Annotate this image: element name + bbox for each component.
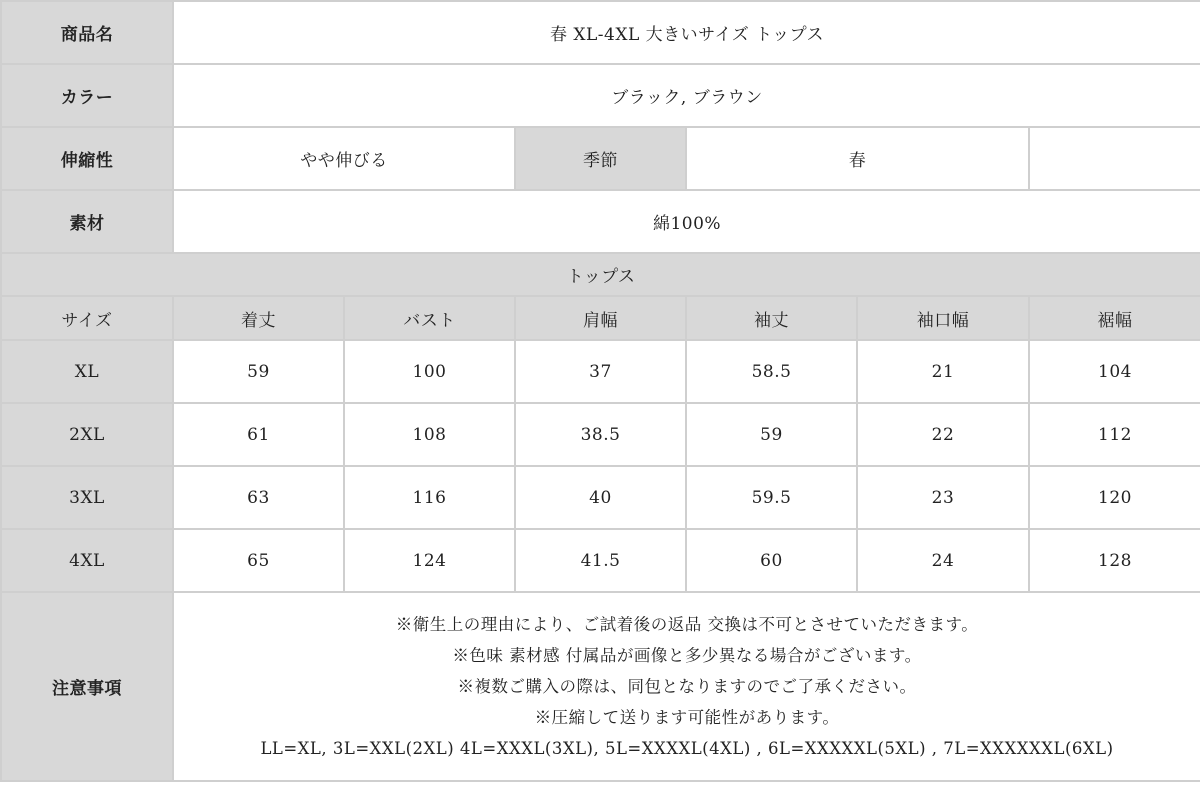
size-row-4xl [1, 529, 1200, 592]
hem-width-cell: 104 [1029, 340, 1200, 403]
note-line-hygiene: ※衛生上の理由により、ご試着後の返品 交換は不可とさせていただきます。 [395, 615, 979, 634]
size-cell: 3XL [1, 466, 173, 529]
material-value: 綿100% [173, 190, 1200, 253]
shoulder-cell: 40 [515, 466, 686, 529]
note-line-compression: ※圧縮して送ります可能性があります。 [534, 708, 840, 727]
cuff-width-cell: 24 [857, 529, 1029, 592]
sleeve-length-header: 袖丈 [686, 296, 857, 340]
size-row-2xl [1, 403, 1200, 466]
length-cell: 65 [173, 529, 344, 592]
bust-cell: 108 [344, 403, 515, 466]
sleeve-length-cell: 60 [686, 529, 857, 592]
product-name-label: 商品名 [1, 1, 173, 64]
size-table-title-row [1, 253, 1200, 296]
season-value: 春 [686, 127, 1029, 190]
length-cell: 63 [173, 466, 344, 529]
sleeve-length-cell: 59.5 [686, 466, 857, 529]
stretch-value: やや伸びる [173, 127, 515, 190]
color-value: ブラック, ブラウン [173, 64, 1200, 127]
bust-cell: 116 [344, 466, 515, 529]
note-line-size-conversion: LL=XL, 3L=XXL(2XL) 4L=XXXL(3XL), 5L=XXXXL(4XL) , 6L=XXXXXL(5XL) , 7L=XXXXXXL(6XL) [260, 739, 1114, 758]
size-cell: 2XL [1, 403, 173, 466]
size-table-title: トップス [1, 253, 1200, 296]
bust-cell: 100 [344, 340, 515, 403]
shoulder-cell: 38.5 [515, 403, 686, 466]
bust-header: バスト [344, 296, 515, 340]
size-cell: XL [1, 340, 173, 403]
length-cell: 59 [173, 340, 344, 403]
shoulder-cell: 37 [515, 340, 686, 403]
season-extra-cell [1029, 127, 1200, 190]
shoulder-header: 肩幅 [515, 296, 686, 340]
size-header: サイズ [1, 296, 173, 340]
hem-width-cell: 120 [1029, 466, 1200, 529]
cuff-width-cell: 23 [857, 466, 1029, 529]
shoulder-cell: 41.5 [515, 529, 686, 592]
notes-label: 注意事項 [1, 592, 173, 781]
sleeve-length-cell: 59 [686, 403, 857, 466]
sleeve-length-cell: 58.5 [686, 340, 857, 403]
product-name-value: 春 XL-4XL 大きいサイズ トップス [173, 1, 1200, 64]
cuff-width-header: 袖口幅 [857, 296, 1029, 340]
material-row [1, 190, 1200, 253]
size-row-xl [1, 340, 1200, 403]
note-line-color: ※色味 素材感 付属品が画像と多少異なる場合がございます。 [452, 646, 922, 665]
color-label: カラー [1, 64, 173, 127]
product-name-row [1, 1, 1200, 64]
stretch-season-row [1, 127, 1200, 190]
hem-width-cell: 112 [1029, 403, 1200, 466]
hem-width-cell: 128 [1029, 529, 1200, 592]
cuff-width-cell: 21 [857, 340, 1029, 403]
size-cell: 4XL [1, 529, 173, 592]
stretch-label: 伸縮性 [1, 127, 173, 190]
notes-row [1, 592, 1200, 781]
cuff-width-cell: 22 [857, 403, 1029, 466]
length-header: 着丈 [173, 296, 344, 340]
season-label: 季節 [515, 127, 686, 190]
color-row [1, 64, 1200, 127]
note-line-shipping: ※複数ご購入の際は、同包となりますのでご了承ください。 [457, 677, 917, 696]
bust-cell: 124 [344, 529, 515, 592]
size-row-3xl [1, 466, 1200, 529]
length-cell: 61 [173, 403, 344, 466]
notes-content [173, 592, 1200, 781]
material-label: 素材 [1, 190, 173, 253]
size-header-row [1, 296, 1200, 340]
hem-width-header: 裾幅 [1029, 296, 1200, 340]
